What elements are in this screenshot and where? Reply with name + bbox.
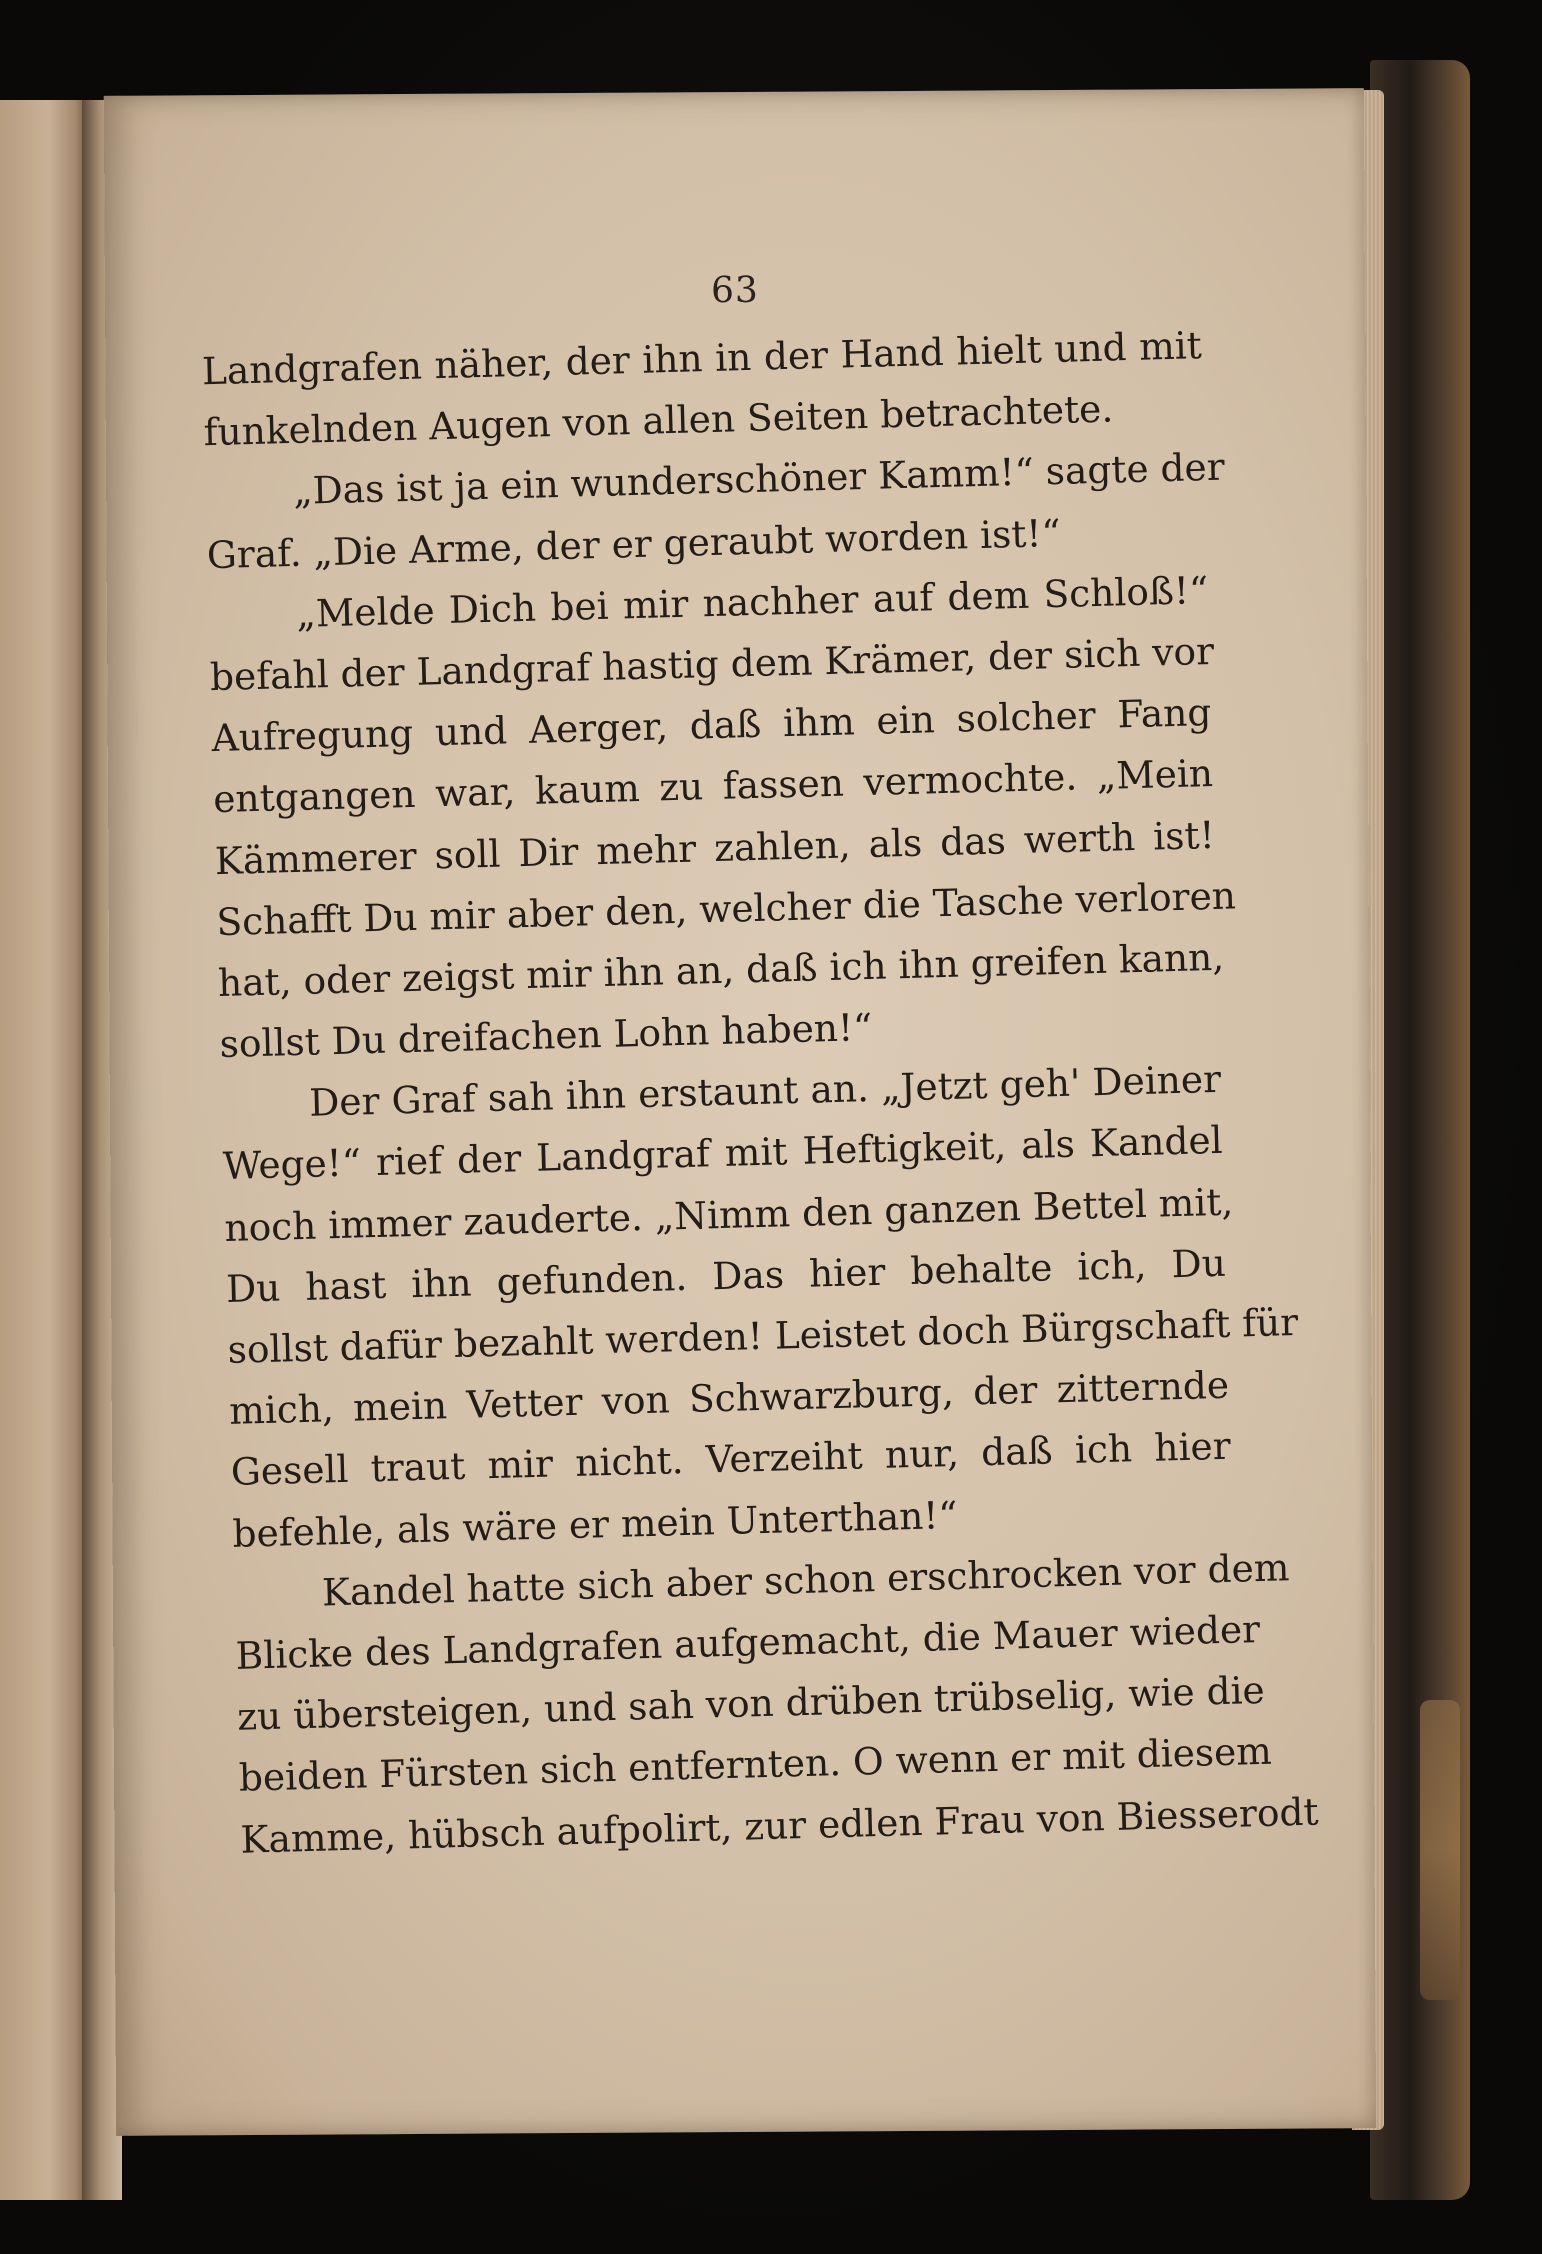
text-line: Schafft Du mir aber den, welcher die Tasche verloren: [215, 873, 1237, 944]
text-line: beiden Fürsten sich entfernten. O wenn er mit diesem: [238, 1729, 1273, 1801]
text-line: sollst dafür bezahlt werden! Leistet doch Bürgschaft für: [227, 1299, 1299, 1372]
text-line: mich, mein Vetter von Schwarzburg, der zitternde: [228, 1362, 1230, 1434]
text-line: Gesell traut mir nicht. Verzeiht nur, daß ich hier: [230, 1424, 1232, 1495]
cover-wear-mark: [1420, 1700, 1460, 2000]
page-number: 63: [710, 269, 760, 312]
text-line: hat, oder zeigst mir ihn an, daß ich ihn greifen kann,: [217, 934, 1225, 1005]
text-line: sollst Du dreifachen Lohn haben!“: [219, 1005, 873, 1067]
text-line: Kandel hatte sich aber schon erschrocken vor dem: [321, 1544, 1290, 1615]
left-page-edge: [0, 100, 88, 2200]
text-line: Landgrafen näher, der ihn in der Hand hielt und mit: [201, 323, 1203, 394]
text-line: „Melde Dich bei mir nachher auf dem Schloß!“: [295, 567, 1209, 636]
text-line: Du hast ihn gefunden. Das hier behalte ich, Du: [225, 1240, 1227, 1311]
text-line: „Das ist ja ein wunderschöner Kamm!“ sagte der: [292, 444, 1226, 514]
text-line: Kämmerer soll Dir mehr zahlen, als das werth ist!: [214, 812, 1216, 883]
text-line: entgangen war, kaum zu fassen vermochte. „Mein: [212, 751, 1214, 822]
text-line: befahl der Landgraf hastig dem Krämer, der sich vor: [209, 628, 1215, 700]
book-page: [104, 88, 1376, 2136]
text-line: Der Graf sah ihn erstaunt an. „Jetzt geh' Deiner: [308, 1057, 1222, 1125]
text-line: Wege!“ rief der Landgraf mit Heftigkeit, als Kandel: [222, 1118, 1224, 1189]
page-text: [201, 315, 1320, 1870]
text-line: Aufregung und Aerger, daß ihm ein solcher Fang: [211, 690, 1212, 761]
text-line: Kamme, hübsch aufpolirt, zur edlen Frau von Biesserodt: [239, 1789, 1320, 1862]
text-line: Graf. „Die Arme, der er geraubt worden ist!“: [206, 510, 1062, 577]
text-line: noch immer zauderte. „Nimm den ganzen Bettel mit,: [223, 1179, 1234, 1250]
text-line: funkelnden Augen von allen Seiten betrachtete.: [203, 386, 1114, 455]
text-line: Blicke des Landgrafen aufgemacht, die Mauer wieder: [235, 1606, 1261, 1678]
text-line: zu übersteigen, und sah von drüben trübselig, wie die: [236, 1668, 1266, 1739]
text-line: befehle, als wäre er mein Unterthan!“: [231, 1492, 959, 1556]
